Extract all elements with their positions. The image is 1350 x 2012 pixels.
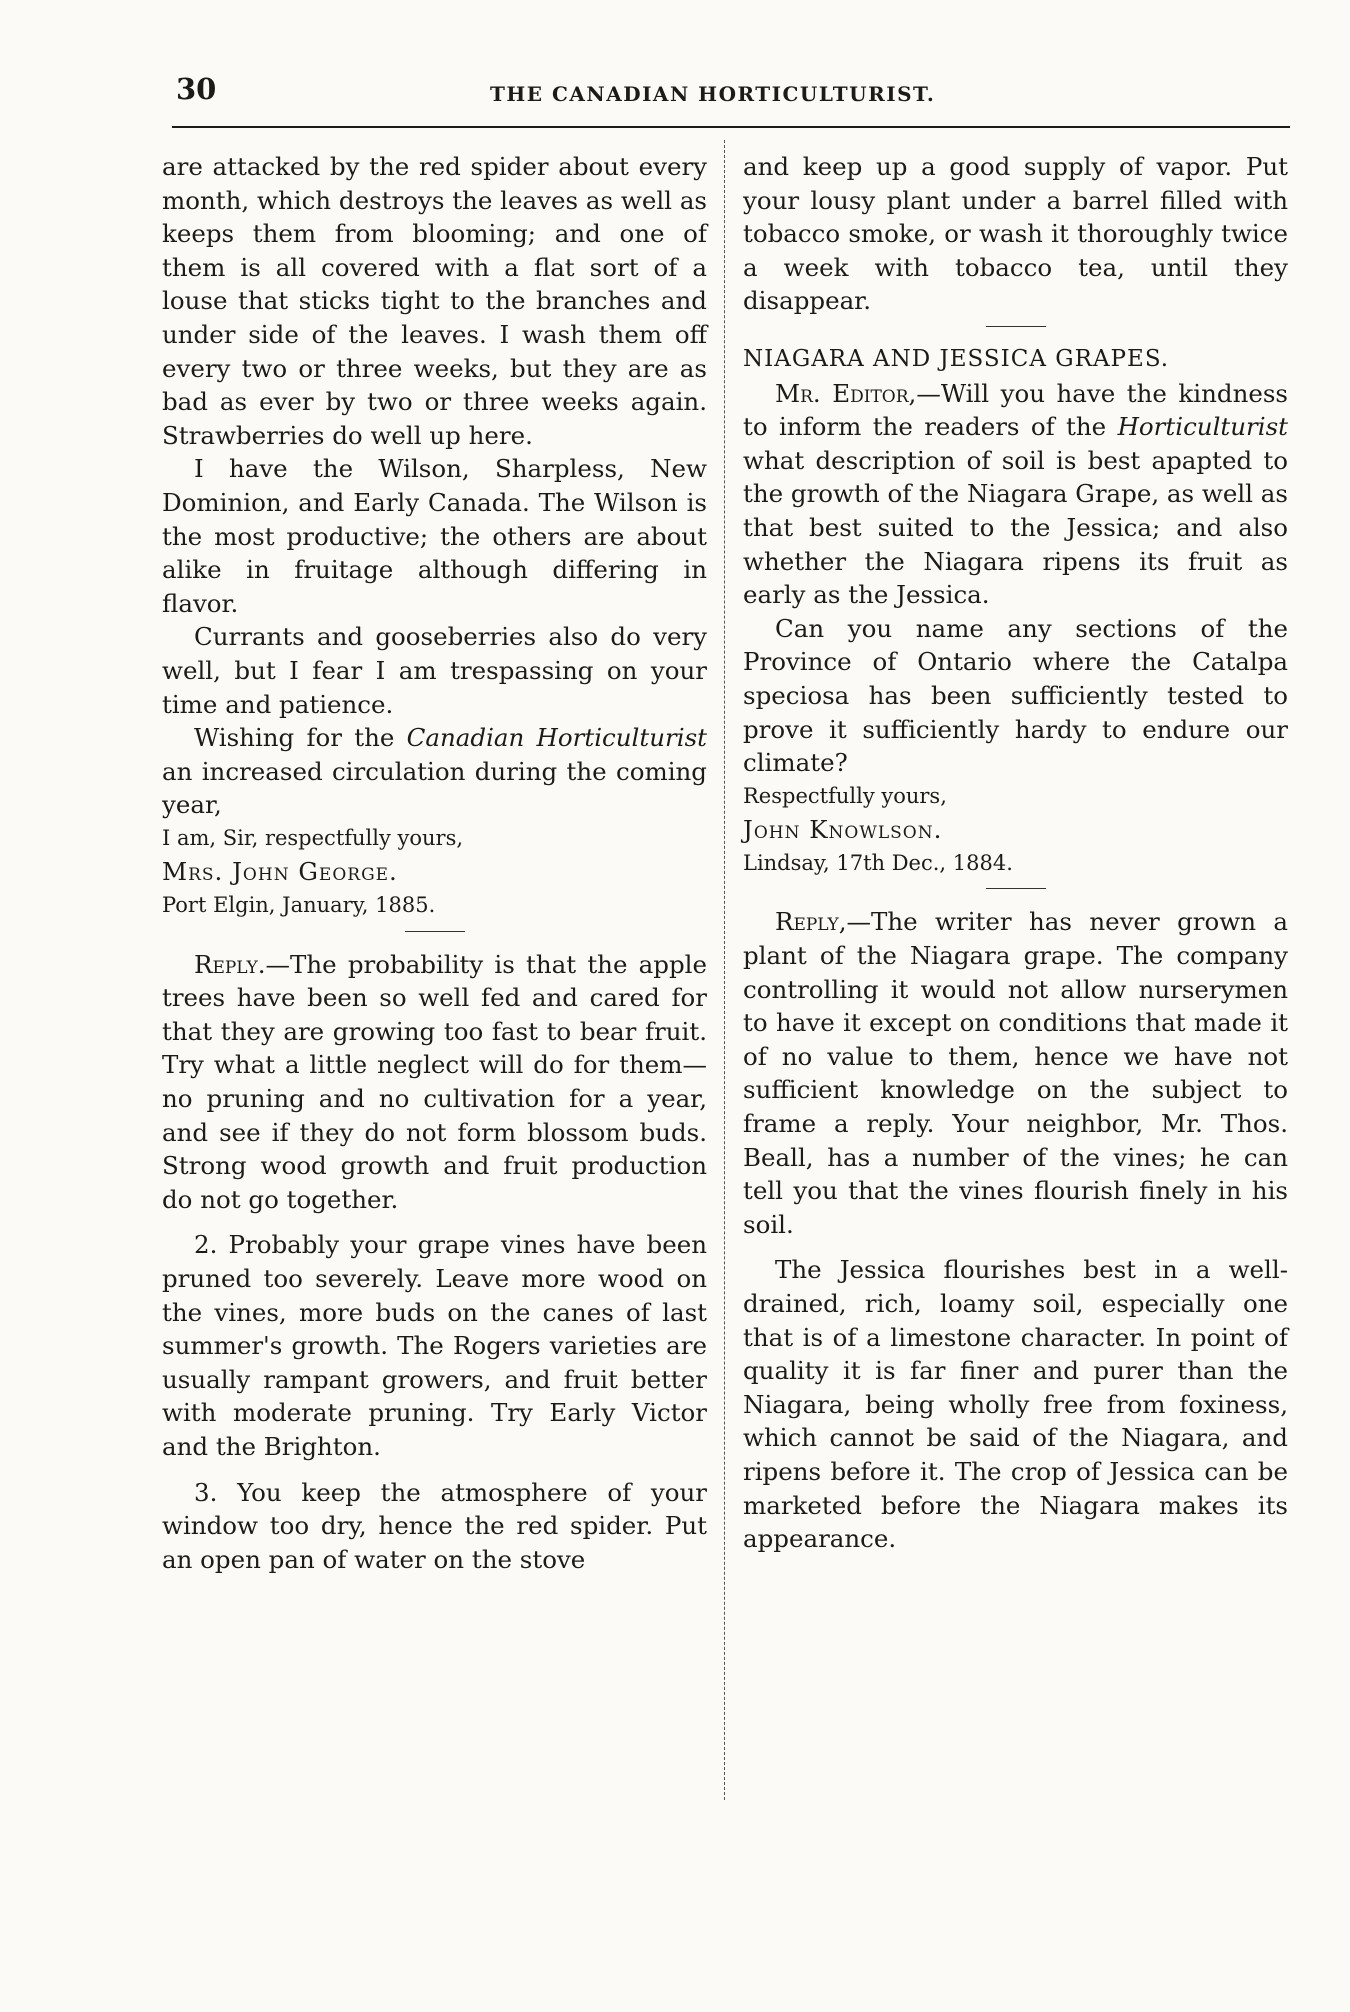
separator-rule — [405, 931, 465, 932]
reply-paragraph — [743, 905, 1288, 1241]
italic-title: Canadian Horticulturist — [406, 723, 707, 753]
salutation: Mr. Editor, — [775, 378, 917, 408]
paragraph: I have the Wilson, Sharpless, New Dominion, and Early Canada. The Wilson is the most productive; the others are about alike in fruitage although differing in flavor. — [162, 454, 707, 618]
text-run: what description of soil is best apapted to the growth of the Niagara Grape, as well as that best suited to the Jessica; and also whether the Niagara ripens its fruit as early as the Jessica. — [743, 445, 1288, 610]
dateline: Lindsay, 17th Dec., 1884. — [743, 850, 1013, 875]
paragraph: Can you name any sections of the Province of Ontario where the Catalpa speciosa has been sufficiently tested to prove it sufficiently hardy to endure our climate? — [743, 613, 1288, 778]
text-run: —The probability is that the apple trees have been so well fed and cared for that they are growing too fast to bear fruit. Try what a little neglect will do for them—no pruning and no cultivation for a year, and see if they do not form blossom buds. Strong wood growth and fruit production do not go together. — [162, 949, 707, 1214]
left-column — [162, 150, 707, 1576]
header-rule — [172, 126, 1290, 128]
running-title: THE CANADIAN HORTICULTURIST. — [490, 82, 936, 106]
paragraph: Currants and gooseberries also do very well, but I fear I am trespassing on your time and patience. — [162, 622, 707, 719]
text-run: —Will you have the kindness to inform the readers of the — [743, 378, 1288, 442]
closing-line: I am, Sir, respectfully yours, — [162, 825, 464, 850]
page-number: 30 — [176, 72, 217, 106]
signature: Mrs. John George. — [162, 857, 398, 887]
reply-label: Reply, — [775, 907, 847, 937]
paragraph — [162, 721, 707, 822]
separator-rule — [986, 888, 1046, 889]
closing-line: Respectfully yours, — [743, 783, 947, 808]
column-divider — [724, 140, 725, 1800]
text-run: Wishing for the — [194, 723, 407, 753]
paragraph: are attacked by the red spider about every month, which destroys the leaves as well as keeps them from blooming; and one of them is all covered with a flat sort of a louse that sticks tight to the branches and under side of the leaves. I wash them off every two or three weeks, but they are as bad as ever by two or three weeks again. Strawberries do well up here. — [162, 152, 707, 450]
paragraph: 3. You keep the atmosphere of your window too dry, hence the red spider. Put an open pan of water on the stove — [162, 1477, 707, 1574]
letter-paragraph — [743, 377, 1288, 612]
signature: John Knowlson. — [743, 815, 943, 845]
page-header — [160, 68, 1290, 112]
paragraph: The Jessica flourishes best in a well-drained, rich, loamy soil, especially one that is of a limestone character. In point of quality it is far finer and purer than the Niagara, being wholly free from foxiness, which cannot be said of the Niagara, and ripens before it. The crop of Jessica can be marketed before the Niagara makes its appearance. — [743, 1255, 1288, 1554]
section-heading: NIAGARA AND JESSICA GRAPES. — [743, 345, 1170, 372]
reply-label: Reply. — [194, 949, 266, 979]
text-run: —The writer has never grown a plant of the Niagara grape. The company controlling it would not allow nurserymen to have it except on conditions that made it of no value to them, hence we have not sufficient knowledge on the subject to frame a reply. Your neighbor, Mr. Thos. Beall, has a number of the vines; he can tell you that the vines flourish finely in his soil. — [743, 907, 1288, 1239]
dateline: Port Elgin, January, 1885. — [162, 893, 436, 918]
separator-rule — [986, 326, 1046, 327]
reply-paragraph — [162, 948, 707, 1217]
paragraph: 2. Probably your grape vines have been pruned too severely. Leave more wood on the vines, more buds on the canes of last summer's growth. The Rogers varieties are usually rampant growers, and fruit better with moderate pruning. Try Early Victor and the Brighton. — [162, 1230, 707, 1461]
text-run: an increased circulation during the coming year, — [162, 756, 707, 820]
paragraph: and keep up a good supply of vapor. Put your lousy plant under a barrel filled with tobacco smoke, or wash it thoroughly twice a week with tobacco tea, until they disappear. — [743, 152, 1288, 316]
right-column — [743, 150, 1288, 1556]
italic-title: Horticulturist — [1117, 412, 1288, 442]
